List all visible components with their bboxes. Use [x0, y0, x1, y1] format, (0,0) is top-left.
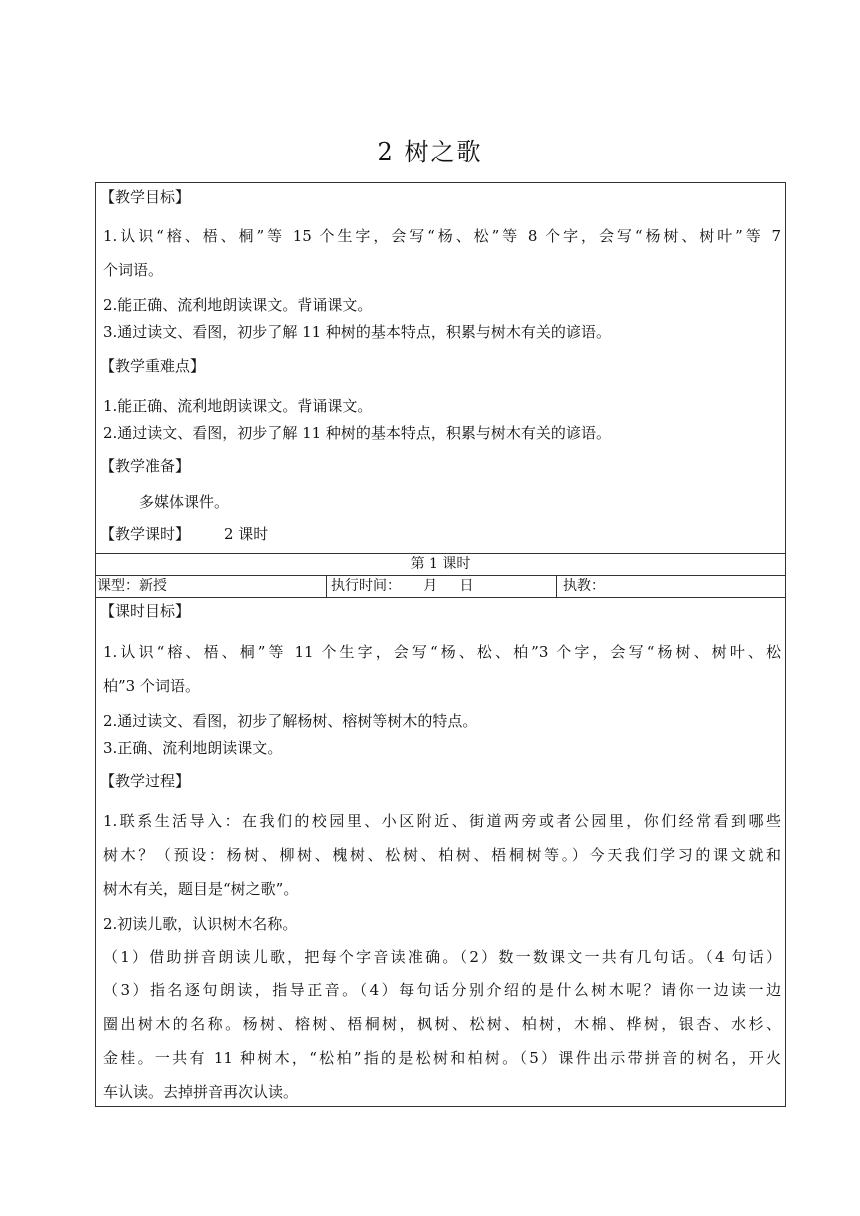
page-title: 2 树之歌: [377, 138, 483, 166]
teacher-label: 执教：: [563, 578, 605, 594]
process-1-line-1: 1.联系生活导入：在我们的校园里、小区附近、街道两旁或者公园里，你们经常看到哪些: [103, 812, 781, 830]
column-divider: [326, 575, 327, 597]
process-3-line-4: 金桂。一共有 11 种树木，“松柏”指的是松树和柏树。（5）课件出示带拼音的树名，开火: [103, 1049, 781, 1067]
process-1-line-2: 树木？（预设：杨树、柳树、槐树、松树、柏树、梧桐树等。）今天我们学习的课文就和: [103, 846, 781, 864]
class-hours-value: 2 课时: [224, 525, 269, 543]
goal-2: 2.能正确、流利地朗读课文。背诵课文。: [103, 296, 373, 314]
goal-1-line-2: 个词语。: [103, 261, 164, 279]
lesson-goal-3: 3.正确、流利地朗读课文。: [103, 739, 283, 757]
process-3-line-1: （1）借助拼音朗读儿歌，把每个字音读准确。（2）数一数课文一共有几句话。（4 句话）: [103, 948, 781, 966]
divider-line: [96, 597, 785, 598]
execution-time: 执行时间： 月 日: [331, 578, 474, 594]
process-3-line-3: 圈出树木的名称。杨树、榕树、梧桐树，枫树、松树、柏树，木棉、桦树，银杏、水杉、: [103, 1015, 781, 1033]
class-hours-heading: 【教学课时】: [100, 525, 191, 543]
lesson-goals-heading: 【课时目标】: [100, 602, 191, 620]
lesson-type: 课型：新授: [97, 578, 167, 594]
key-points-heading: 【教学重难点】: [100, 357, 206, 375]
process-3-line-5: 车认读。去掉拼音再次认读。: [103, 1083, 299, 1101]
goal-3: 3.通过读文、看图，初步了解 11 种树的基本特点，积累与树木有关的谚语。: [103, 323, 611, 341]
process-2: 2.初读儿歌，认识树木名称。: [103, 915, 298, 933]
lesson-goal-1-line-2: 柏”3 个词语。: [103, 677, 200, 695]
process-3-line-2: （3）指名逐句朗读，指导正音。（4）每句话分别介绍的是什么树木呢？请你一边读一边: [103, 981, 781, 999]
divider-line: [96, 575, 785, 576]
lesson-title: 第 1 课时: [410, 556, 471, 572]
preparation-text: 多媒体课件。: [139, 493, 230, 511]
preparation-heading: 【教学准备】: [100, 457, 191, 475]
divider-line: [96, 553, 785, 554]
lesson-goal-1-line-1: 1.认识“榕、梧、桐”等 11 个生字，会写“杨、松、柏”3 个字，会写“杨树、树叶、松: [103, 643, 781, 661]
goal-1-line-1: 1.认识“榕、梧、桐”等 15 个生字，会写“杨、松”等 8 个字，会写“杨树、树叶”等 7: [103, 227, 781, 245]
teaching-process-heading: 【教学过程】: [100, 772, 191, 790]
teaching-goals-heading: 【教学目标】: [100, 188, 191, 206]
process-1-line-3: 树木有关，题目是“树之歌”。: [103, 880, 299, 898]
lesson-goal-2: 2.通过读文、看图，初步了解杨树、榕树等树木的特点。: [103, 712, 478, 730]
column-divider: [556, 575, 557, 597]
key-point-1: 1.能正确、流利地朗读课文。背诵课文。: [103, 397, 373, 415]
lesson-plan-table: [95, 182, 786, 1107]
key-point-2: 2.通过读文、看图，初步了解 11 种树的基本特点，积累与树木有关的谚语。: [103, 424, 611, 442]
